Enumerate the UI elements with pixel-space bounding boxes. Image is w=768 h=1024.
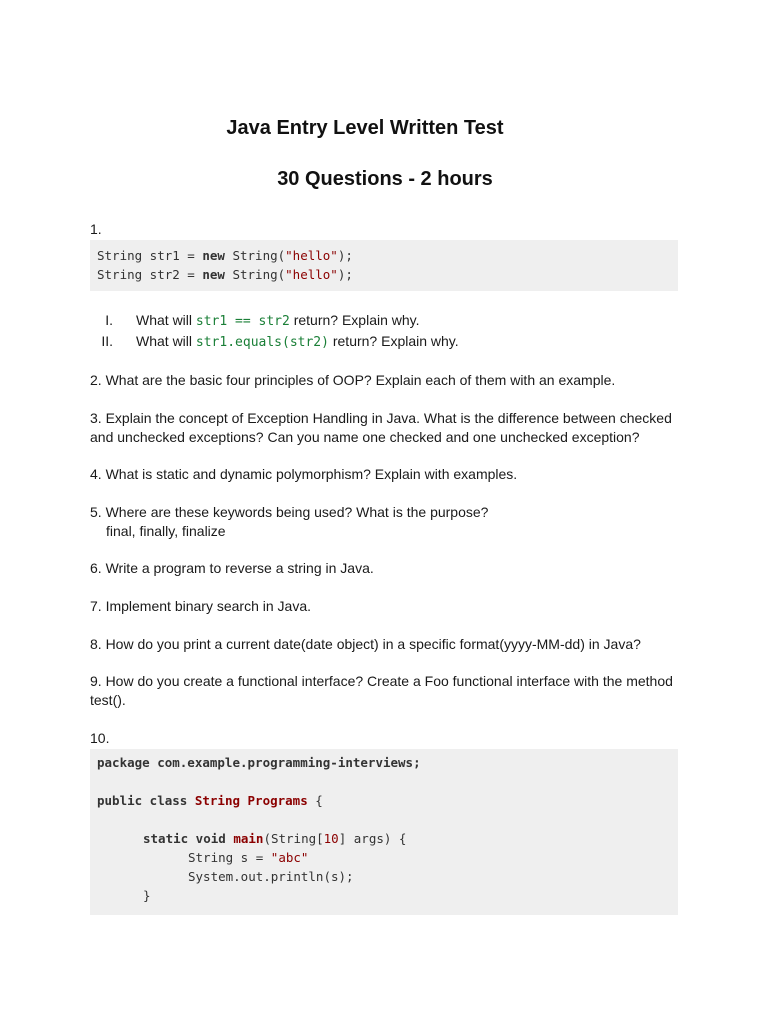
code-line: String s = "abc" (188, 850, 309, 865)
question-4: 4. What is static and dynamic polymorphism? Explain with examples. (90, 466, 518, 482)
code-line: String str2 = new String("hello"); (97, 267, 353, 282)
code-line: public class String Programs { (97, 793, 323, 808)
question-9-line-2: test(). (90, 692, 126, 708)
page-subtitle: 30 Questions - 2 hours (277, 168, 493, 190)
code-line (97, 810, 678, 829)
question-5-line-1: 5. Where are these keywords being used? What is the purpose? (90, 504, 489, 520)
question-9-line-1: 9. How do you create a functional interface? Create a Foo functional interface with the method (90, 673, 673, 689)
code-line (97, 772, 678, 791)
question-1-code-block (90, 240, 678, 291)
list-item-text: What will str1 == str2 return? Explain why. (136, 312, 420, 329)
list-numeral: I. (105, 312, 113, 328)
question-3-line-1: 3. Explain the concept of Exception Handling in Java. What is the difference between checked (90, 410, 672, 426)
question-7: 7. Implement binary search in Java. (90, 598, 311, 614)
question-1-number: 1. (90, 221, 102, 237)
question-3-line-2: and unchecked exceptions? Can you name one checked and one unchecked exception? (90, 429, 640, 445)
code-line: } (143, 888, 151, 903)
page-title: Java Entry Level Written Test (226, 117, 504, 139)
question-2: 2. What are the basic four principles of OOP? Explain each of them with an example. (90, 372, 616, 388)
question-5-line-2: final, finally, finalize (106, 523, 226, 539)
code-line: static void main(String[10] args) { (143, 831, 407, 846)
question-6: 6. Write a program to reverse a string in Java. (90, 560, 374, 576)
code-line: System.out.println(s); (188, 869, 354, 884)
list-item-text: What will str1.equals(str2) return? Explain why. (136, 333, 459, 350)
question-10-code-block (90, 749, 678, 915)
question-10-number: 10. (90, 730, 110, 746)
question-8: 8. How do you print a current date(date object) in a specific format(yyyy-MM-dd) in Java? (90, 636, 641, 652)
code-line: String str1 = new String("hello"); (97, 248, 353, 263)
code-line: package com.example.programming-interviews; (97, 755, 421, 770)
list-numeral: II. (101, 333, 113, 349)
